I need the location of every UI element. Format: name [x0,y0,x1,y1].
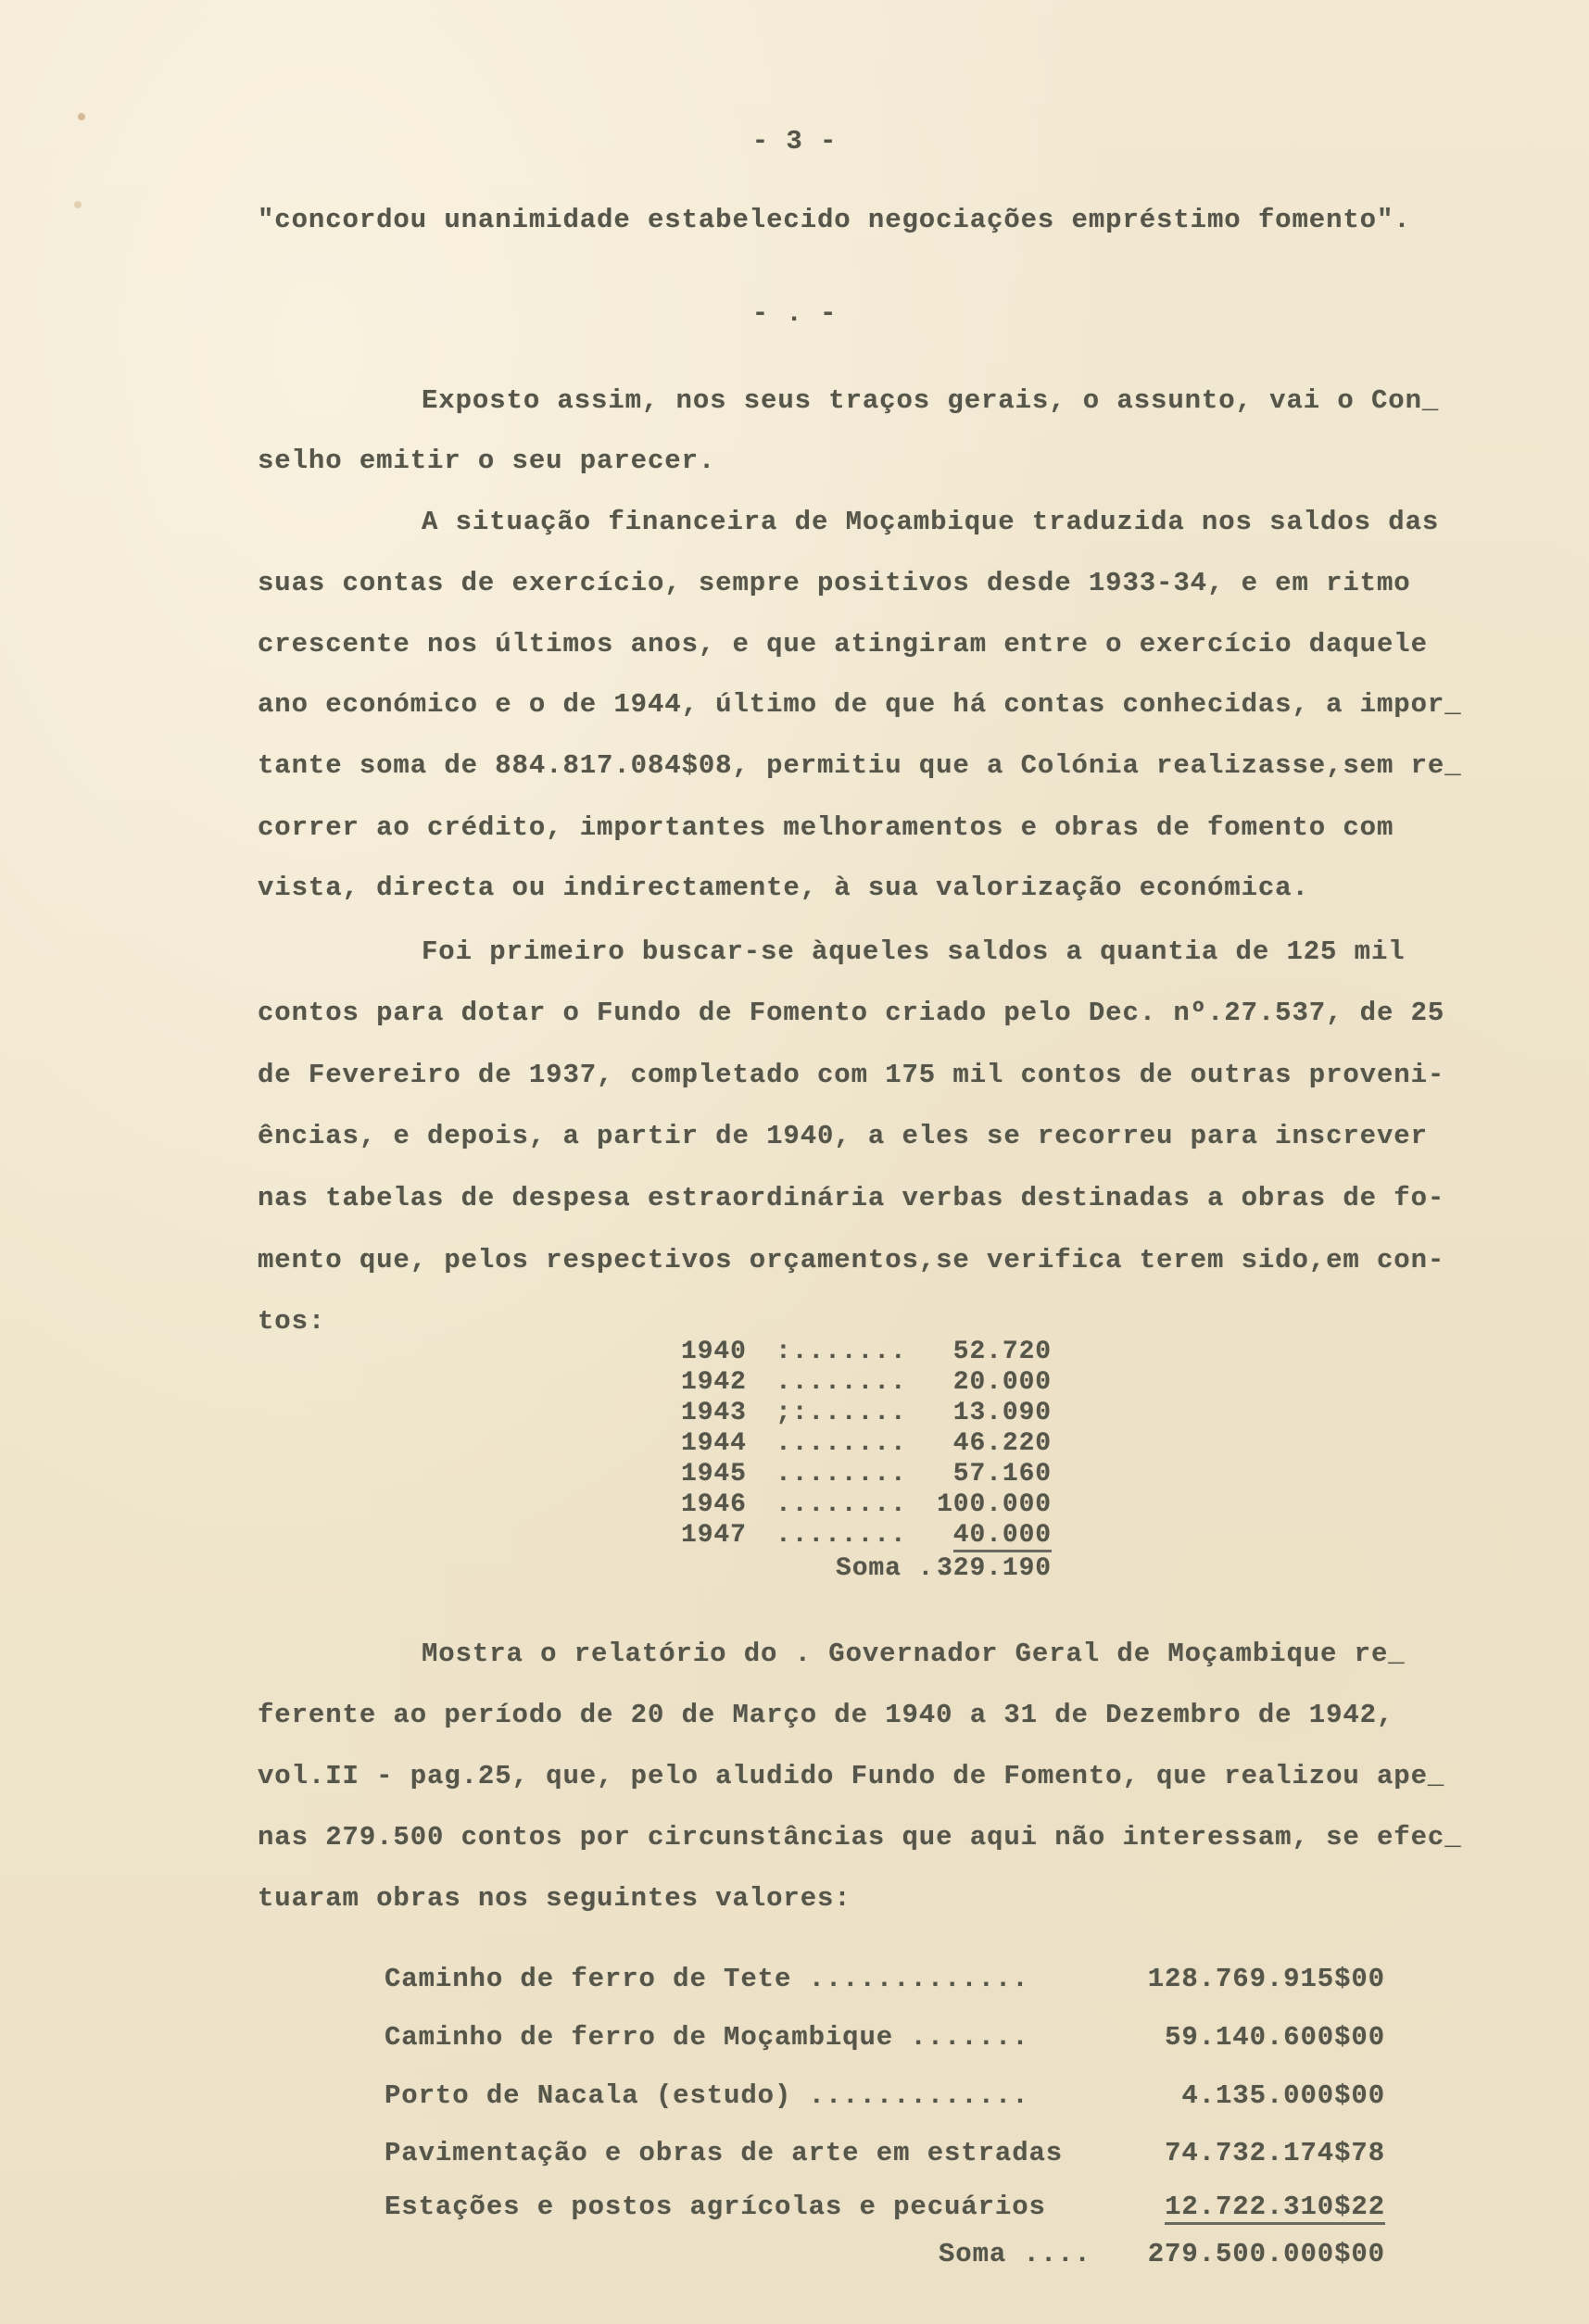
quote-line: "concordou unanimidade estabelecido negociações empréstimo fomento". [258,205,1411,235]
text-line: nas 279.500 contos por circunstâncias que aqui não interessam, se efec_ [258,1822,1462,1853]
table-row [385,2080,1385,2117]
table-row [385,1964,1385,2001]
year-cell: 1942 [681,1368,747,1397]
year-cell: 1944 [681,1429,747,1458]
text-line: nas tabelas de despesa estraordinária verbas destinadas a obras de fo- [258,1183,1445,1213]
leader-dots: :....... [776,1338,907,1366]
table-row [385,2022,1385,2059]
leader-dots: ........ [776,1460,907,1489]
value-cell: 100.000 [937,1490,1052,1519]
text-line: vol.II - pag.25, que, pelo aludido Fundo de Fomento, que realizou ape_ [258,1761,1445,1791]
work-label: Estações e postos agrícolas e pecuários [385,2192,1046,2222]
text-line: contos para dotar o Fundo de Fomento criado pelo Dec. nº.27.537, de 25 [258,998,1445,1028]
value-cell: 40.000 [953,1521,1052,1552]
work-amount: 59.140.600$00 [1165,2022,1385,2053]
text-line: correr ao crédito, importantes melhoramentos e obras de fomento com [258,812,1394,843]
paper-hole [78,113,85,120]
work-amount: 74.732.174$78 [1165,2138,1385,2168]
text-line: suas contas de exercício, sempre positivos desde 1933-34, e em ritmo [258,568,1411,598]
value-cell: 57.160 [952,1460,1052,1489]
value-cell: 46.220 [952,1429,1052,1458]
table-row [681,1521,1052,1551]
total-label: Soma .... [939,2239,1091,2269]
year-cell: 1943 [681,1399,747,1427]
total-amount: 279.500.000$00 [1147,2239,1385,2269]
work-amount: 4.135.000$00 [1181,2080,1385,2111]
table-row [681,1490,1052,1521]
text-line: tos: [258,1306,326,1337]
text-line: mento que, pelos respectivos orçamentos,se verifica terem sido,em con- [258,1245,1445,1275]
text-line: ano económico e o de 1944, último de que há contas conhecidas, a impor_ [258,689,1462,720]
leader-dots: ........ [776,1490,907,1519]
page-number: - 3 - [751,126,838,157]
leader-dots: ........ [776,1521,907,1550]
total-label: Soma .. [836,1554,951,1583]
work-label: Pavimentação e obras de arte em estradas [385,2138,1064,2168]
work-label: Caminho de ferro de Tete ............. [385,1964,1029,1994]
table-row [681,1429,1052,1460]
work-label: Porto de Nacala (estudo) ............. [385,2080,1029,2111]
total-value: 329.190 [937,1554,1052,1583]
paper-hole [74,201,82,208]
year-cell: 1947 [681,1521,747,1550]
year-cell: 1940 [681,1338,747,1366]
year-cell: 1946 [681,1490,747,1519]
text-line: ências, e depois, a partir de 1940, a eles se recorreu para inscrever [258,1121,1428,1151]
section-separator: - . - [751,298,838,329]
table-row [385,2138,1385,2175]
text-line: A situação financeira de Moçambique traduzida nos saldos das [422,507,1440,537]
value-cell: 20.000 [952,1368,1052,1397]
work-amount: 12.722.310$22 [1165,2192,1385,2225]
text-line: vista, directa ou indirectamente, à sua valorização económica. [258,873,1309,903]
table-total-row [681,1554,1052,1585]
work-amount: 128.769.915$00 [1147,1964,1385,1994]
table-row [681,1338,1052,1368]
text-line: ferente ao período de 20 de Março de 1940 a 31 de Dezembro de 1942, [258,1700,1394,1730]
value-cell: 13.090 [952,1399,1052,1427]
text-line: selho emitir o seu parecer. [258,446,716,476]
leader-dots: ........ [776,1368,907,1397]
text-line: Exposto assim, nos seus traços gerais, o assunto, vai o Con_ [422,385,1440,416]
table-row [385,2192,1385,2229]
text-line: Foi primeiro buscar-se àqueles saldos a quantia de 125 mil [422,936,1406,967]
leader-dots: ;:...... [776,1399,907,1427]
text-line: tante soma de 884.817.084$08, permitiu que a Colónia realizasse,sem re_ [258,750,1462,781]
leader-dots: ........ [776,1429,907,1458]
table-row [681,1399,1052,1429]
text-line: de Fevereiro de 1937, completado com 175 mil contos de outras proveni- [258,1060,1445,1090]
text-line: Mostra o relatório do . Governador Geral de Moçambique re_ [422,1639,1406,1669]
work-label: Caminho de ferro de Moçambique ....... [385,2022,1029,2053]
table-row [681,1460,1052,1490]
text-line: tuaram obras nos seguintes valores: [258,1883,851,1914]
text-line: crescente nos últimos anos, e que atingiram entre o exercício daquele [258,629,1428,660]
value-cell: 52.720 [952,1338,1052,1366]
table-row [681,1368,1052,1399]
year-cell: 1945 [681,1460,747,1489]
table-total-row [385,2239,1385,2276]
